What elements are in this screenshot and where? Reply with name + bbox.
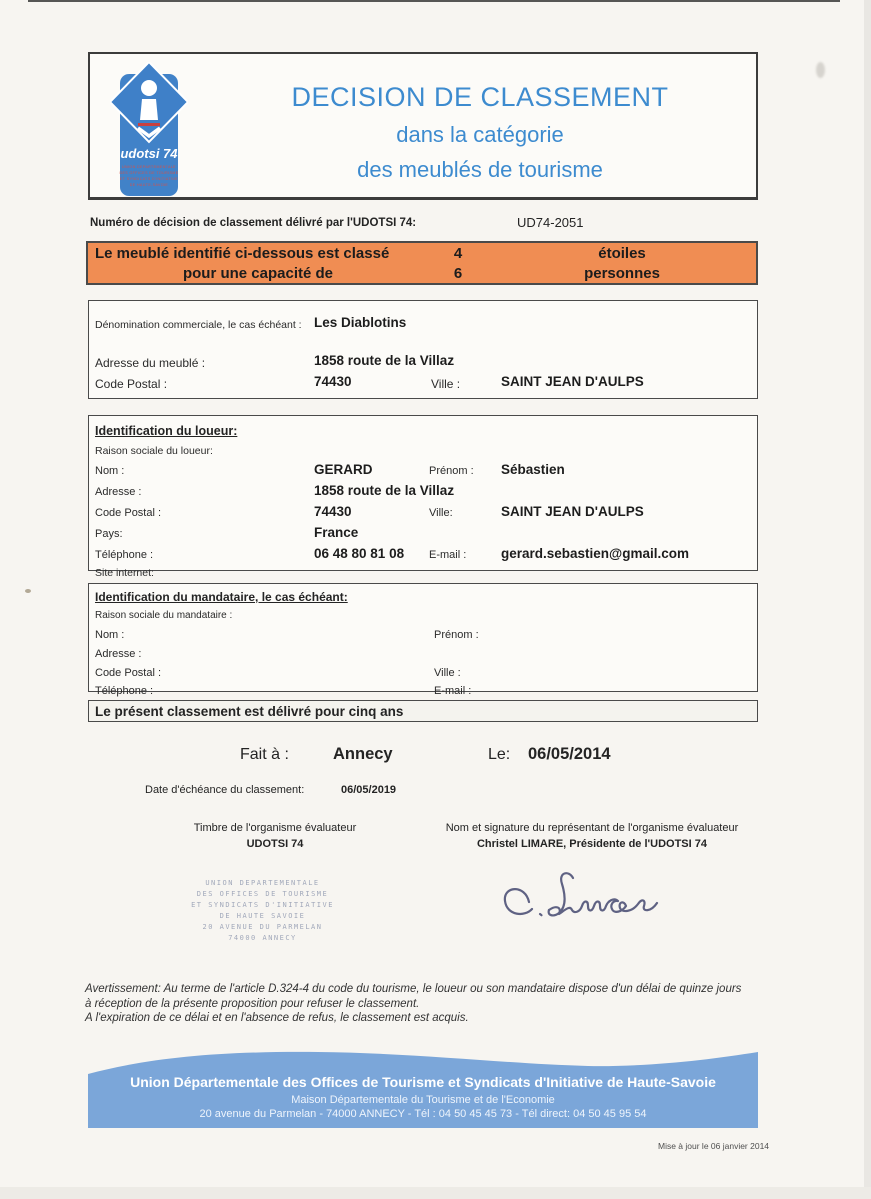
- signer-caption-line2: Christel LIMARE, Présidente de l'UDOTSI 74: [476, 838, 707, 850]
- property-address-label: Adresse du meublé :: [95, 356, 206, 370]
- landlord-ville-value: SAINT JEAN D'AULPS: [501, 504, 644, 519]
- stamp-line: DES OFFICES DE TOURISME: [196, 890, 329, 898]
- logo-subline: UNION DEPARTEMENTALE: [122, 165, 176, 169]
- capacity-count: 6: [453, 264, 463, 282]
- stamp-line: 74000 ANNECY: [228, 934, 297, 942]
- notice-line3: A l'expiration de ce délai et en l'absence de refus, le classement est acquis.: [85, 1012, 469, 1024]
- scan-edge-right: [864, 0, 871, 1199]
- property-postal-label: Code Postal :: [95, 377, 168, 391]
- header-box: [88, 52, 758, 200]
- signer-caption-line1: Nom et signature du représentant de l'organisme évaluateur: [445, 822, 739, 834]
- footer-address-phone: 20 avenue du Parmelan - 74000 ANNECY - Tél : 04 50 45 45 73 - Tél direct: 04 50 45 95 54: [199, 1108, 647, 1120]
- property-address-value: 1858 route de la Villaz: [314, 353, 455, 368]
- logo-subline: ET SYNDICATS D'INITIATIVE: [119, 177, 179, 181]
- agent-title: Identification du mandataire, le cas échéant:: [95, 590, 348, 604]
- banner-row2-text: pour une capacité de: [182, 264, 334, 282]
- denomination-value: Les Diablotins: [314, 315, 407, 330]
- stamp-caption-line1: Timbre de l'organisme évaluateur: [193, 822, 357, 834]
- landlord-email-label: E-mail :: [429, 549, 467, 561]
- echeance-value: 06/05/2019: [341, 784, 397, 796]
- title-line-2: dans la catégorie: [396, 122, 564, 147]
- decision-number-label: Numéro de décision de classement délivré par l'UDOTSI 74:: [90, 217, 417, 229]
- property-city-label: Ville :: [431, 377, 461, 391]
- echeance-label: Date d'échéance du classement:: [145, 784, 305, 796]
- landlord-tel-value: 06 48 80 81 08: [314, 546, 405, 561]
- landlord-adresse-value: 1858 route de la Villaz: [314, 483, 455, 498]
- stars-count: 4: [453, 244, 463, 262]
- property-box: [88, 300, 758, 399]
- agent-cp-label: Code Postal :: [95, 667, 162, 679]
- notice-line2: à réception de la présente proposition pour refuser le classement.: [85, 997, 420, 1010]
- landlord-raison-label: Raison sociale du loueur:: [95, 445, 213, 457]
- agent-box: [88, 583, 758, 697]
- document-title: [220, 82, 740, 183]
- le-value: 06/05/2014: [528, 745, 611, 763]
- landlord-tel-label: Téléphone :: [95, 549, 154, 561]
- landlord-site-label: Site internet:: [95, 567, 154, 579]
- landlord-cp-value: 74430: [314, 504, 352, 519]
- agent-adresse-label: Adresse :: [95, 648, 142, 660]
- landlord-cp-label: Code Postal :: [95, 507, 162, 519]
- stamp-caption: [145, 820, 405, 852]
- signer-caption: [382, 820, 802, 852]
- last-updated-note: Mise à jour le 06 janvier 2014: [658, 1141, 770, 1151]
- stamp-line: DE HAUTE SAVOIE: [219, 912, 306, 920]
- scan-edge-bottom: [0, 1187, 871, 1199]
- logo-wordmark: udotsi 74: [120, 146, 178, 161]
- decision-number-value: UD74-2051: [517, 215, 584, 230]
- udotsi-logo-graphic: [110, 62, 188, 198]
- organisme-stamp: [150, 878, 375, 944]
- stamp-caption-line2: UDOTSI 74: [246, 838, 304, 850]
- agent-raison-label: Raison sociale du mandataire :: [95, 610, 233, 621]
- logo-subline: DE HAUTE-SAVOIE: [129, 183, 169, 187]
- validity-box: [88, 700, 758, 722]
- landlord-prenom-label: Prénom :: [429, 465, 474, 477]
- info-icon: [141, 80, 157, 96]
- banner-row1-text: Le meublé identifié ci-dessous est classé: [95, 244, 390, 262]
- fait-a-value: Annecy: [333, 745, 393, 763]
- agent-ville-label: Ville :: [434, 667, 461, 679]
- landlord-pays-label: Pays:: [95, 528, 123, 540]
- scan-smudge: [816, 62, 825, 78]
- scan-edge-top: [28, 0, 840, 2]
- validity-text: Le présent classement est délivré pour cinq ans: [95, 704, 404, 719]
- logo-subline: DES OFFICES DE TOURISME: [119, 171, 179, 175]
- landlord-ville-label: Ville:: [429, 507, 453, 519]
- property-postal-value: 74430: [314, 374, 352, 389]
- scan-dot: [25, 589, 31, 593]
- landlord-nom-value: GERARD: [314, 462, 373, 477]
- avertissement-notice: [85, 982, 741, 1026]
- udotsi-74-logo: [110, 62, 188, 198]
- title-line-1: DECISION DE CLASSEMENT: [291, 82, 669, 112]
- fait-a-label: Fait à :: [240, 746, 289, 763]
- footer-band: [88, 1048, 758, 1132]
- notice-line1: Avertissement: Au terme de l'article D.324-4 du code du tourisme, le loueur ou son mandataire dispose d'un délai de quinze jours: [85, 983, 742, 995]
- denomination-label: Dénomination commerciale, le cas échéant :: [95, 319, 302, 331]
- agent-nom-label: Nom :: [95, 629, 125, 641]
- agent-email-label: E-mail :: [434, 685, 472, 697]
- landlord-pays-value: France: [314, 525, 359, 540]
- stamp-line: 20 AVENUE DU PARMELAN: [202, 923, 323, 931]
- landlord-email-value: gerard.sebastien@gmail.com: [501, 546, 689, 561]
- landlord-title: Identification du loueur:: [95, 424, 238, 438]
- capacity-unit: personnes: [584, 264, 660, 282]
- landlord-adresse-label: Adresse :: [95, 486, 142, 498]
- agent-prenom-label: Prénom :: [434, 629, 479, 641]
- le-label: Le:: [488, 746, 511, 763]
- property-city-value: SAINT JEAN D'AULPS: [501, 374, 644, 389]
- agent-tel-label: Téléphone :: [95, 685, 154, 697]
- footer-house-name: Maison Départementale du Tourisme et de l'Economie: [291, 1094, 555, 1106]
- footer-org-name: Union Départementale des Offices de Tourisme et Syndicats d'Initiative de Haute-Savoie: [130, 1074, 716, 1090]
- signature-handwriting: [495, 866, 675, 936]
- stamp-line: UNION DEPARTEMENTALE: [205, 879, 320, 887]
- title-line-3: des meublés de tourisme: [357, 157, 603, 182]
- landlord-prenom-value: Sébastien: [501, 462, 565, 477]
- landlord-nom-label: Nom :: [95, 465, 125, 477]
- stars-unit: étoiles: [598, 244, 646, 262]
- classification-banner: [86, 241, 758, 285]
- landlord-box: [88, 415, 758, 579]
- stamp-line: ET SYNDICATS D'INITIATIVE: [191, 901, 334, 909]
